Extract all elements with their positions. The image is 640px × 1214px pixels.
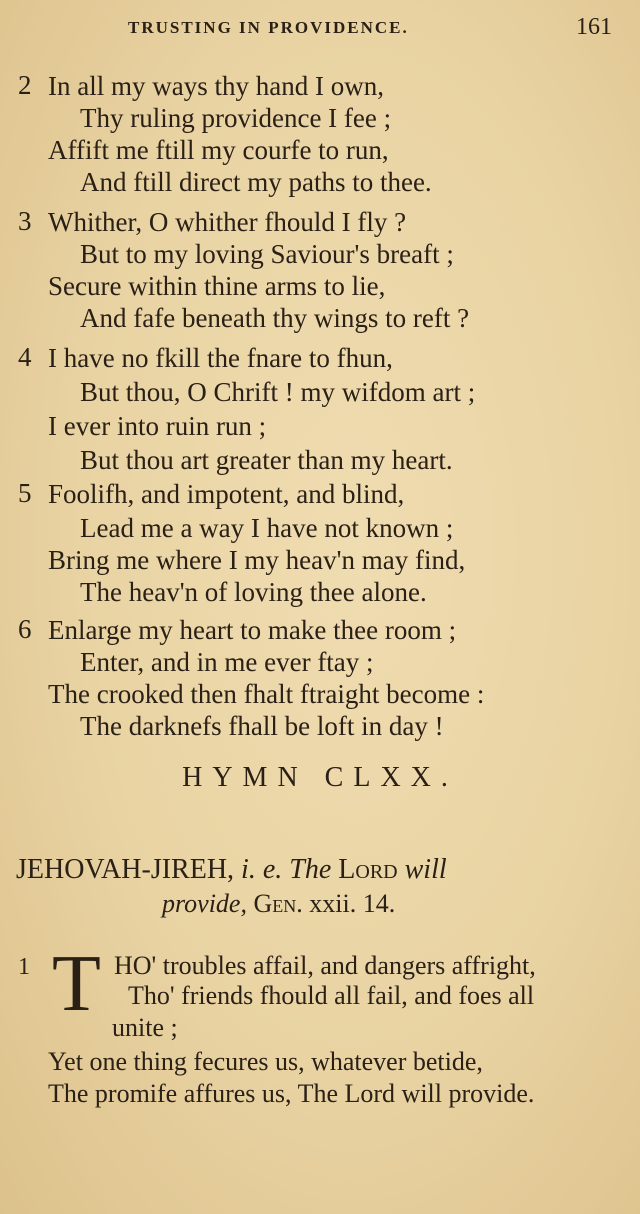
stanza-number: 6 [18,614,32,644]
hymn-subtitle-line-1 [16,854,447,886]
stanza-number: 3 [18,206,32,236]
verse-line: And ftill direct my paths to thee. [80,167,432,197]
drop-cap: T [52,940,101,1028]
hymn-subtitle-line-2 [162,889,395,919]
subtitle-gen: Gen. [253,889,303,918]
verse-line: Foolifh, and impotent, and blind, [48,479,405,509]
verse-line: And fafe beneath thy wings to reft ? [80,303,470,333]
verse-line: Thy ruling providence I fee ; [80,103,392,133]
subtitle-ie: i. e. [241,854,283,885]
verse-line: Lead me a way I have not known ; [80,513,454,543]
verse-line: Secure within thine arms to lie, [48,271,386,301]
subtitle-lord: Lord [338,854,398,885]
subtitle-name: JEHOVAH-JIREH, [16,854,235,885]
running-head: TRUSTING IN PROVIDENCE. [128,18,409,37]
hymn-title: HYMN CLXX. [182,762,458,793]
subtitle-provide: provide, [162,889,247,918]
subtitle-will: will [404,854,447,885]
verse-line: But to my loving Saviour's breaft ; [80,239,454,269]
verse-line: But thou art greater than my heart. [80,445,453,475]
verse-line: The darknefs fhall be loft in day ! [80,711,444,741]
subtitle-the: The [289,854,332,885]
verse-line: Whither, O whither fhould I fly ? [48,207,407,237]
verse-line: Enlarge my heart to make thee room ; [48,615,457,645]
verse-line: Affift me ftill my courfe to run, [48,135,389,165]
verse-line: I ever into ruin run ; [48,411,267,441]
verse-line: Enter, and in me ever ftay ; [80,647,374,677]
verse-line: The crooked then fhalt ftraight become : [48,679,485,709]
verse-line: Bring me where I my heav'n may find, [48,545,466,575]
verse-line: unite ; [112,1013,178,1042]
stanza-number: 1 [18,954,30,980]
verse-line: Yet one thing fecures us, whatever betide, [48,1047,483,1076]
hymn-stanza-1 [0,940,640,1150]
page-number: 161 [576,14,612,40]
stanza-number: 2 [18,70,32,100]
verse-line: The promife affures us, The Lord will provide. [48,1079,535,1108]
verse-line: But thou, O Chrift ! my wifdom art ; [80,377,476,407]
stanza-number: 5 [18,478,32,508]
verse-line: HO' troubles affail, and dangers affright, [114,951,536,980]
subtitle-reference: xxii. 14. [309,889,396,918]
verse-line: The heav'n of loving thee alone. [80,577,427,607]
verse-line: I have no fkill the fnare to fhun, [48,343,393,373]
stanza-number: 4 [18,342,32,372]
verse-line: In all my ways thy hand I own, [48,71,384,101]
verse-line: Tho' friends fhould all fail, and foes all [128,981,535,1010]
